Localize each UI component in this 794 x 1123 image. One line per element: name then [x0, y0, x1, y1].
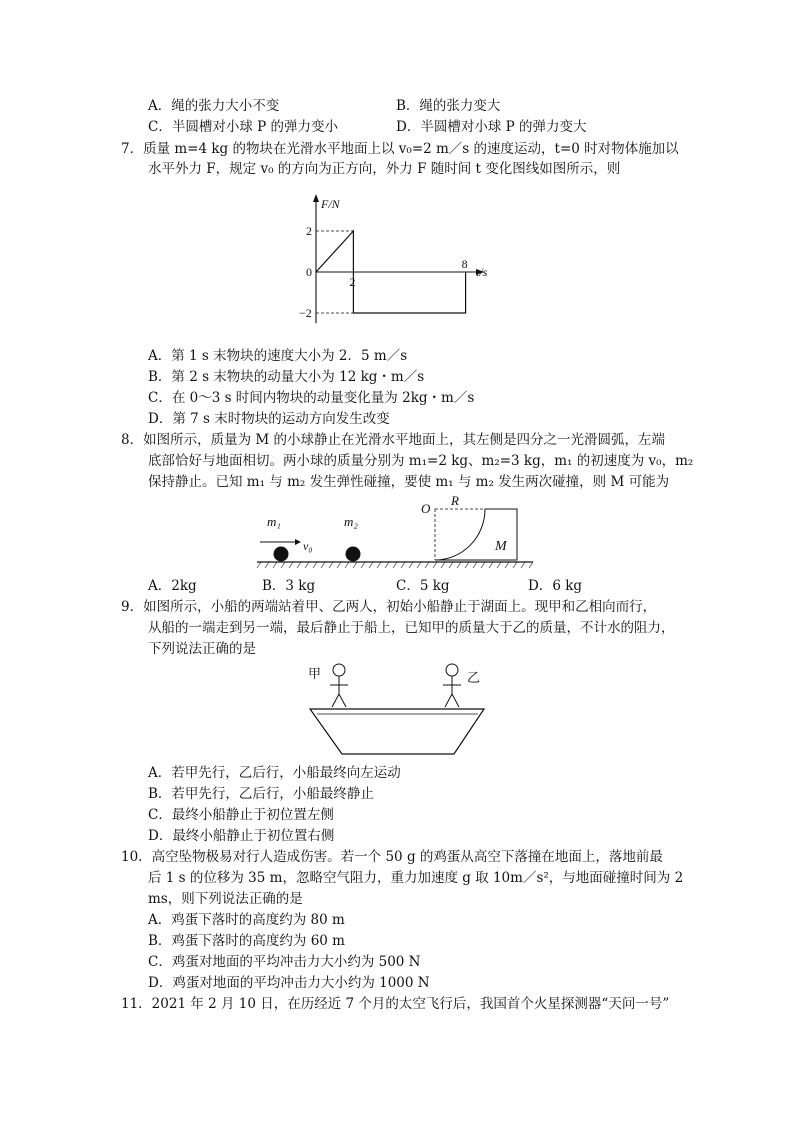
- q10-option-b: B．鸡蛋下落时的高度约为 60 m: [148, 933, 345, 949]
- q8-option-a: A．2kg: [148, 578, 197, 594]
- q7-stem-line1: 7．质量 m=4 kg 的物块在光滑水平地面上以 v₀=2 m／s 的速度运动，t=0 时对物体施加以: [121, 141, 679, 157]
- q10-stem-line2: 后 1 s 的位移为 35 m，忽略空气阻力，重力加速度 g 取 10m／s²，与地面碰撞时间为 2: [148, 870, 684, 886]
- q9-stem-line1: 9．如图所示，小船的两端站着甲、乙两人，初始小船静止于湖面上。现甲和乙相向而行，: [121, 599, 657, 615]
- q7-stem-line2: 水平外力 F，规定 v₀ 的方向为正方向，外力 F 随时间 t 变化图线如图所示，则: [148, 161, 621, 177]
- label-jia: 甲: [308, 667, 322, 682]
- q10-option-a: A．鸡蛋下落时的高度约为 80 m: [148, 912, 345, 928]
- x-tick-label: 8: [461, 257, 468, 271]
- y-axis-arrowhead: [313, 194, 319, 202]
- boat-figure: [300, 658, 500, 758]
- q8-stem-line2: 底部恰好与地面相切。两小球的质量分别为 m₁=2 kg、m₂=3 kg，m₁ 的初速度为 v₀，m₂: [148, 453, 694, 469]
- q9-option-b: B．若甲先行，乙后行，小船最终静止: [148, 786, 374, 802]
- q10-option-d: D．鸡蛋对地面的平均冲击力大小约为 1000 N: [148, 975, 430, 991]
- ground-hatching: [257, 562, 533, 568]
- q10-stem-line3: ms，则下列说法正确的是: [148, 891, 303, 907]
- q8-option-d: D．6 kg: [528, 578, 583, 594]
- velocity-arrowhead: [295, 539, 301, 545]
- q7-option-b: B．第 2 s 末物块的动量大小为 12 kg・m／s: [148, 369, 425, 385]
- q9-stem-line2: 从船的一端走到另一端，最后静止于船上，已知甲的质量大于乙的质量，不计水的阻力，: [148, 620, 675, 636]
- label-yi: 乙: [467, 671, 481, 686]
- q11-stem-line1: 11．2021 年 2 月 10 日，在历经近 7 个月的太空飞行后，我国首个火星探测器“天问一号”: [121, 996, 670, 1012]
- q8-stem-line1: 8．如图所示，质量为 M 的小球静止在光滑水平地面上，其左侧是四分之一光滑圆弧，左端: [121, 432, 665, 448]
- label-big-m: M: [495, 539, 507, 554]
- person-yi: [443, 664, 461, 707]
- label-r: R: [451, 493, 459, 508]
- y-tick-label: 0: [306, 265, 312, 279]
- q10-stem-line1: 10．高空坠物极易对行人造成伤害。若一个 50 g 的鸡蛋从高空下落撞在地面上，落地前最: [121, 849, 663, 865]
- x-axis-label: t/s: [476, 265, 488, 279]
- q7-option-a: A．第 1 s 末物块的速度大小为 2．5 m／s: [148, 348, 408, 364]
- q6-option-b: B．绳的张力变大: [396, 98, 501, 114]
- q8-option-c: C．5 kg: [396, 578, 450, 594]
- q9-stem-line3: 下列说法正确的是: [148, 641, 256, 657]
- q8-option-b: B．3 kg: [262, 578, 316, 594]
- q7-option-c: C．在 0～3 s 时间内物块的动量变化量为 2kg・m／s: [148, 390, 475, 406]
- q8-stem-line3: 保持静止。已知 m₁ 与 m₂ 发生弹性碰撞，要使 m₁ 与 m₂ 发生两次碰撞，则 M 可能为: [148, 474, 670, 490]
- q9-option-c: C．最终小船静止于初位置左侧: [148, 807, 334, 823]
- ball-m1: [274, 547, 289, 562]
- q6-option-c: C．半圆槽对小球 P 的弹力变小: [148, 119, 338, 135]
- force-time-chart: [290, 188, 520, 328]
- q9-option-d: D．最终小船静止于初位置右侧: [148, 828, 335, 844]
- label-v0: v₀: [303, 539, 313, 553]
- boat: [310, 709, 484, 754]
- q9-option-a: A．若甲先行，乙后行，小船最终向左运动: [148, 765, 401, 781]
- q6-option-d: D．半圆槽对小球 P 的弹力变大: [396, 119, 587, 135]
- person-jia: [330, 664, 348, 707]
- ball-m2: [346, 547, 361, 562]
- y-tick-label: 2: [306, 224, 312, 238]
- x-tick-label: 2: [349, 275, 356, 289]
- q7-option-d: D．第 7 s 末时物块的运动方向发生改变: [148, 411, 390, 427]
- collision-figure: [255, 492, 545, 572]
- q6-option-a: A．绳的张力大小不变: [148, 98, 280, 114]
- q10-option-c: C．鸡蛋对地面的平均冲击力大小约为 500 N: [148, 954, 421, 970]
- y-tick-label: −2: [299, 306, 312, 320]
- label-o: O: [421, 501, 431, 516]
- label-m1: m₁: [267, 514, 281, 529]
- y-axis-label: F/N: [321, 197, 340, 211]
- label-m2: m₂: [344, 514, 358, 529]
